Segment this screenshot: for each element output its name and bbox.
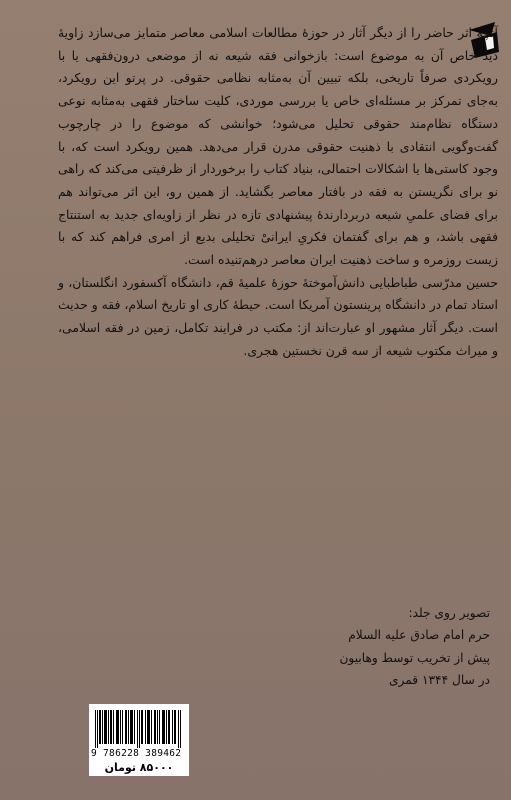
caption-line: پیش از تخریب توسط وهابیون — [339, 650, 490, 665]
back-cover-text — [58, 22, 498, 363]
caption-line: تصویر روی جلد: — [408, 606, 490, 620]
description-paragraph: آنچه اثر حاضر را از دیگر آثار در حوزهٔ مطالعات اسلامی معاصر متمایز می‌سازد زاویهٔ دید خاص آن به موضوع است: بازخوانی فقه شیعه نه از موضعی درون‌فقهی یا با رویکردی صرفاً تاریخی، بلکه تبیین آن به‌مثابه نظامی حقوقی. در پرتو این رویکرد، به‌جای تمرکز بر مسئله‌ای خاص یا بررسی موردی، کلیت ساختار فقهی به‌مثابه نوعی دستگاه نظام‌مند حقوقی تحلیل می‌شود؛ خوانشی که موضوع را در چارچوب گفت‌وگویی انتقادی با ذهنیت حقوقی مدرن قرار می‌دهد. همین رویکرد است که، با وجود کاستی‌ها یا اشکالات احتمالی، بنیاد کتاب را برخوردار از ظرفیتی می‌کند که راهی نو برای نگریستن به فقه در بافتار معاصر بگشاید. از همین رو، این اثر می‌تواند هم برای فضای علمیِ شیعه دربردارندهٔ پیشنهادی تازه در نظر از زاویه‌ای جدید به استنتاج فقهی باشد، و هم برای گفتمان فکریِ ایرانیْ تحلیلی بدیع از امری فراهم کند که با زیست روزمره و ساخت ذهنیت ایران معاصر درهم‌تنیده است. — [58, 25, 498, 268]
caption-line: حرم امام صادق علیه السلام — [348, 628, 490, 643]
barcode-icon — [95, 710, 183, 748]
cover-image-caption — [250, 602, 490, 692]
barcode-label — [89, 704, 189, 776]
price-label: ۸۵۰۰۰ تومان — [104, 761, 174, 774]
isbn-number: 9 786228 389462 — [91, 748, 182, 759]
author-bio-paragraph: حسین مدرّسی طباطبایی دانش‌آموختهٔ حوزهٔ علمیهٔ قم، دانشگاه آکسفورد انگلستان، و استاد تمام در دانشگاه پرینستون آمریکا است. حیطهٔ کاری او تاریخ اسلام، فقه و حدیث است. دیگر آثار مشهور او عبارت‌اند از: مکتب در فرایند تکامل، زمین در فقه اسلامی، و میراث مکتوب شیعه از سه قرن نخستین هجری. — [58, 274, 498, 358]
caption-line: در سال ۱۳۴۴ قمری — [388, 673, 490, 688]
